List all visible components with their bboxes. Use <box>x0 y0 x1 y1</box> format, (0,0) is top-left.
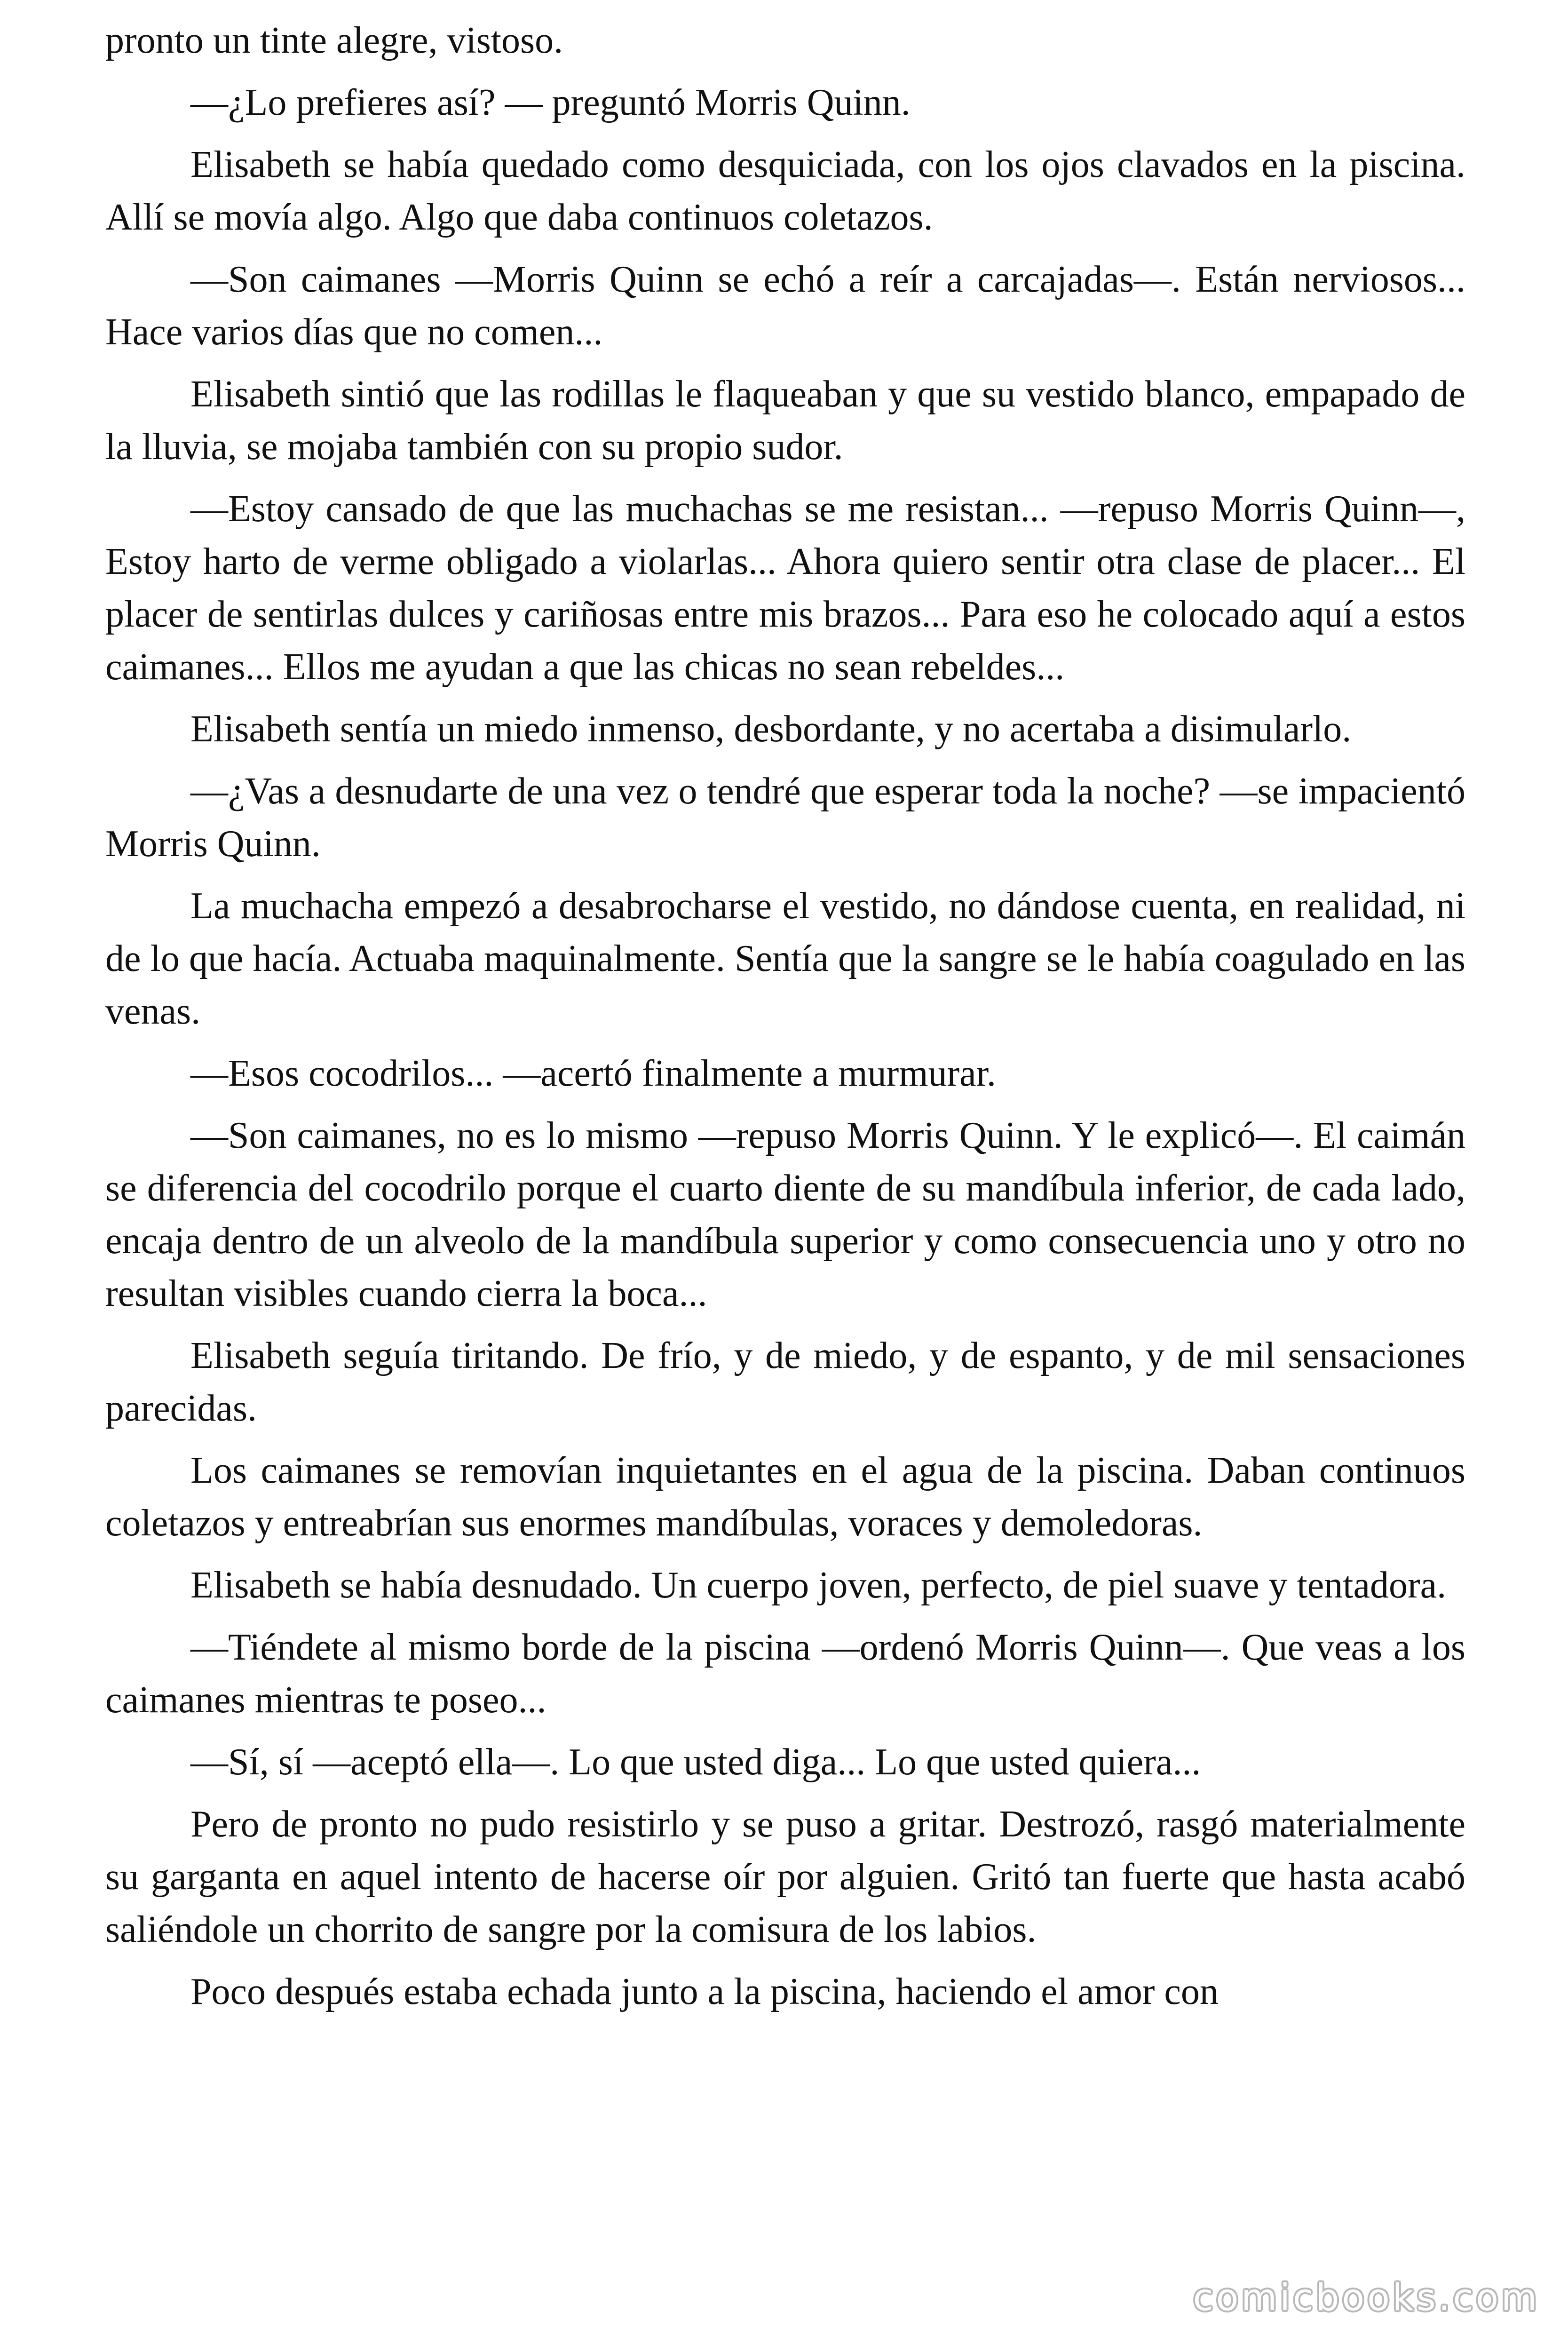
paragraph-2: —¿Lo prefieres así? — preguntó Morris Quinn. <box>190 82 911 123</box>
paragraph-12: Elisabeth seguía tiritando. De frío, y de miedo, y de espanto, y de mil sensaciones parecidas. <box>105 1335 1465 1429</box>
paragraph-3: Elisabeth se había quedado como desquiciada, con los ojos clavados en la piscina. Allí se movía algo. Algo que daba continuos coletazos. <box>105 144 1465 238</box>
paragraph-6: —Estoy cansado de que las muchachas se me resistan... —repuso Morris Quinn—, Estoy harto de verme obligado a violarlas... Ahora quiero sentir otra clase de placer... El placer de sentirlas dulces y cariñosas entre mis brazos... Para eso he colocado aquí a estos caimanes... Ellos me ayudan a que las chicas no sean rebeldes... <box>105 488 1465 688</box>
paragraph-10: —Esos cocodrilos... —acertó finalmente a murmurar. <box>190 1053 996 1094</box>
watermark-logo: comicbooks.com <box>1193 2277 1540 2319</box>
paragraph-14: Elisabeth se había desnudado. Un cuerpo joven, perfecto, de piel suave y tentadora. <box>190 1565 1447 1606</box>
paragraph-8: —¿Vas a desnudarte de una vez o tendré que esperar toda la noche? —se impacientó Morris Quinn. <box>105 771 1465 865</box>
paragraph-15: —Tiéndete al mismo borde de la piscina —ordenó Morris Quinn—. Que veas a los caimanes mientras te poseo... <box>105 1627 1465 1721</box>
paragraph-4: —Son caimanes —Morris Quinn se echó a reír a carcajadas—. Están nerviosos... Hace varios días que no comen... <box>105 259 1465 353</box>
paragraph-18: Poco después estaba echada junto a la piscina, haciendo el amor con <box>190 1971 1219 2012</box>
paragraph-17: Pero de pronto no pudo resistirlo y se puso a gritar. Destrozó, rasgó materialmente su garganta en aquel intento de hacerse oír por alguien. Gritó tan fuerte que hasta acabó saliéndole un chorrito de sangre por la comisura de los labios. <box>105 1804 1465 1950</box>
paragraph-5: Elisabeth sintió que las rodillas le flaqueaban y que su vestido blanco, empapado de la lluvia, se mojaba también con su propio sudor. <box>105 373 1465 468</box>
paragraph-9: La muchacha empezó a desabrocharse el vestido, no dándose cuenta, en realidad, ni de lo que hacía. Actuaba maquinalmente. Sentía que la sangre se le había coagulado en las venas. <box>105 885 1465 1032</box>
page-body-text <box>105 14 1465 2027</box>
paragraph-11: —Son caimanes, no es lo mismo —repuso Morris Quinn. Y le explicó—. El caimán se diferencia del cocodrilo porque el cuarto diente de su mandíbula inferior, de cada lado, encaja dentro de un alveolo de la mandíbula superior y como consecuencia uno y otro no resultan visibles cuando cierra la boca... <box>105 1115 1465 1314</box>
paragraph-7: Elisabeth sentía un miedo inmenso, desbordante, y no acertaba a disimularlo. <box>190 708 1352 750</box>
paragraph-13: Los caimanes se removían inquietantes en el agua de la piscina. Daban continuos coletazos y entreabrían sus enormes mandíbulas, voraces y demoledoras. <box>105 1450 1465 1544</box>
paragraph-16: —Sí, sí —aceptó ella—. Lo que usted diga... Lo que usted quiera... <box>190 1741 1201 1783</box>
paragraph-1: pronto un tinte alegre, vistoso. <box>105 20 563 61</box>
